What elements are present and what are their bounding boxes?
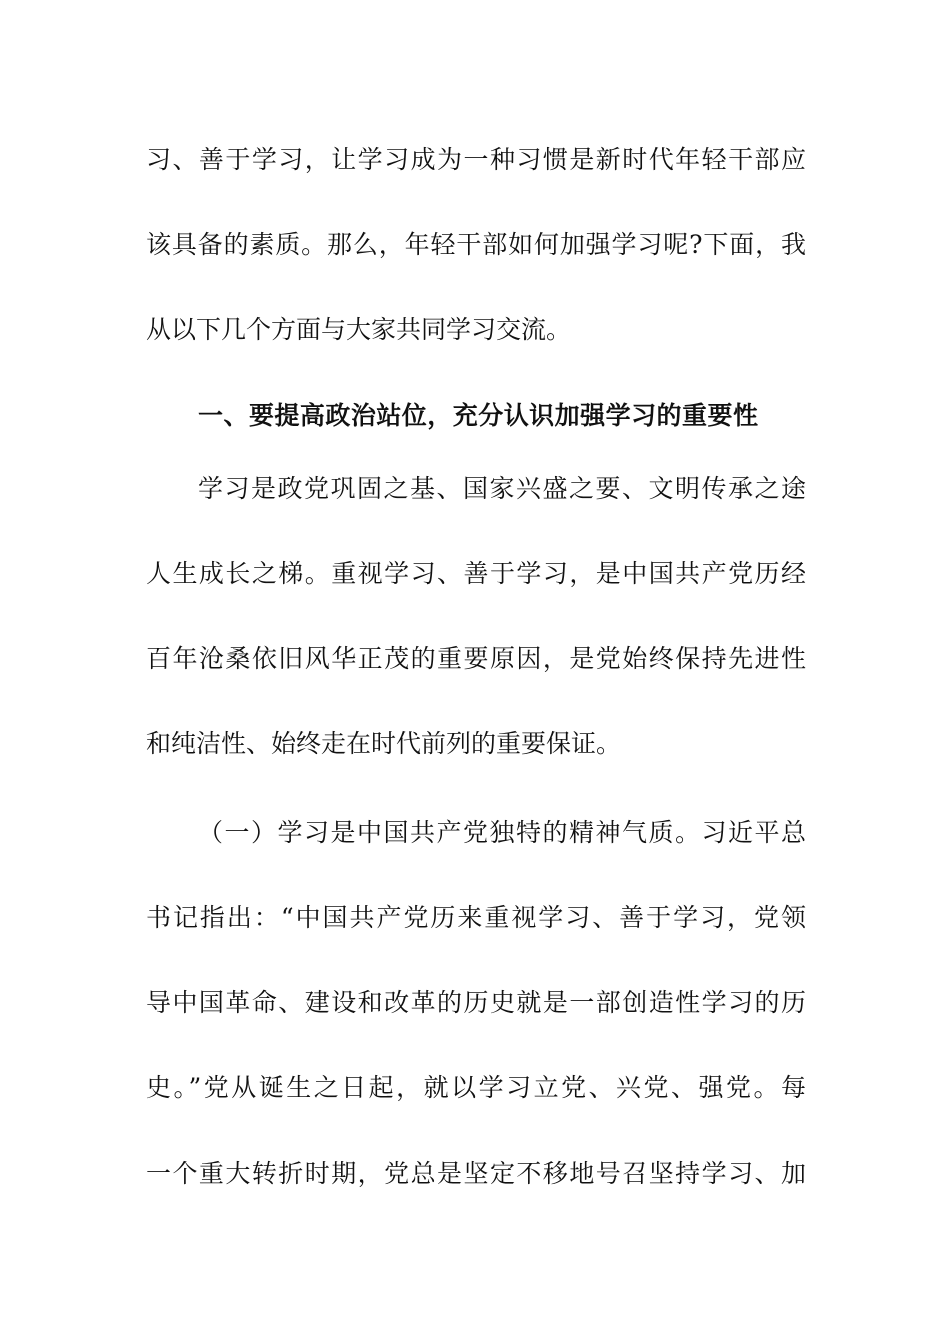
section-heading: 一、要提高政治站位，充分认识加强学习的重要性 <box>198 401 758 430</box>
body-text-line: 习、善于学习，让学习成为一种习惯是新时代年轻干部应 <box>146 145 806 174</box>
body-text-line: 和纯洁性、始终走在时代前列的重要保证。 <box>146 729 622 758</box>
body-text-line: 一个重大转折时期，党总是坚定不移地号召坚持学习、加 <box>146 1159 806 1188</box>
body-text-line: 书记指出：“中国共产党历来重视学习、善于学习，党领 <box>146 903 806 932</box>
body-text-line: 学习是政党巩固之基、国家兴盛之要、文明传承之途 <box>198 474 806 503</box>
body-text-line: 从以下几个方面与大家共同学习交流。 <box>146 315 572 344</box>
body-text-line: 百年沧桑依旧风华正茂的重要原因，是党始终保持先进性 <box>146 644 806 673</box>
body-text-line: 人生成长之梯。重视学习、善于学习，是中国共产党历经 <box>146 559 806 588</box>
body-text-line: 史。”党从诞生之日起，就以学习立党、兴党、强党。每 <box>146 1073 806 1102</box>
body-text-line: （一）学习是中国共产党独特的精神气质。习近平总 <box>198 818 806 847</box>
body-text-line: 该具备的素质。那么，年轻干部如何加强学习呢?下面，我 <box>146 230 806 259</box>
body-text-line: 导中国革命、建设和改革的历史就是一部创造性学习的历 <box>146 988 806 1017</box>
